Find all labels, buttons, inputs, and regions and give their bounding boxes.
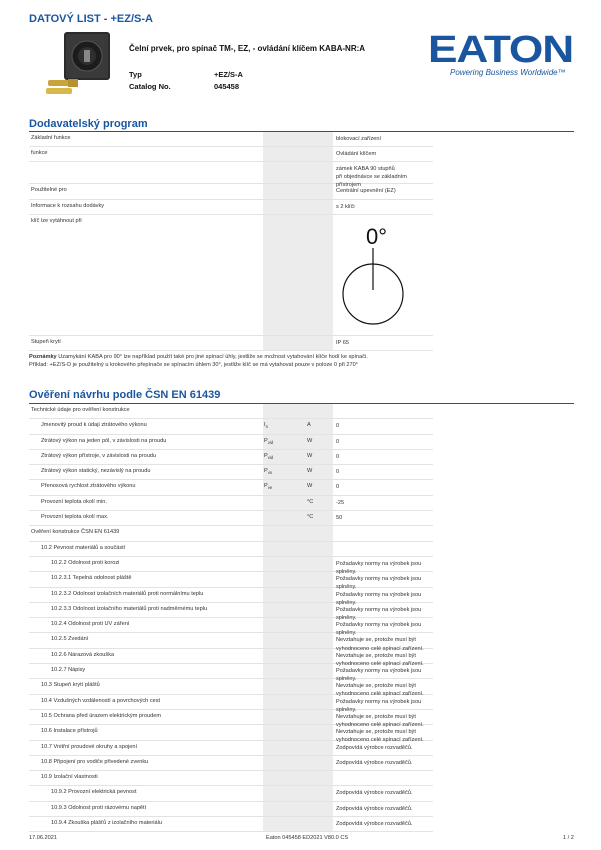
angle-label: 0° — [366, 224, 388, 249]
table-row — [29, 511, 433, 526]
table-row — [29, 802, 433, 817]
row-symbol: $I_n$ — [264, 422, 268, 430]
table-row — [29, 664, 433, 683]
row-unit: W — [307, 468, 313, 475]
row-value: Požadavky normy na výrobek jsou splněny. — [336, 560, 422, 576]
row-label: Ztrátový výkon na jeden pól, v závislosti na proudu — [41, 437, 167, 444]
verification-table — [29, 404, 433, 832]
row-label: 10.2.4 Odolnost proti UV záření — [51, 621, 130, 628]
row-value: Nevztahuje se, protože musí být vyhodnoceno celé spínací zařízení. — [336, 729, 424, 744]
row-value: Nevztahuje se, protože musí být vyhodnoceno celé spínací zařízení. — [336, 683, 424, 698]
verification-section-title: Ověření návrhu podle ČSN EN 61439 — [29, 389, 221, 401]
catalog-value: 045458 — [214, 82, 240, 91]
row-label: Jmenovitý proud k údaji ztrátového výkonu — [41, 422, 147, 429]
table-row — [29, 786, 433, 801]
row-label: 10.9.3 Odolnost proti rázovému napětí — [51, 804, 147, 811]
table-row — [29, 741, 433, 756]
row-label: Ověření konstrukce ČSN EN 61439 — [31, 529, 120, 536]
row-symbol: $P_{vs}$ — [264, 468, 272, 476]
footer-date: 17.06.2021 — [29, 835, 57, 841]
row-value: Požadavky normy na výrobek jsou splněny. — [336, 591, 422, 606]
row-value: Nevztahuje se, protože musí být vyhodnoceno celé spínací zařízení. — [336, 713, 424, 729]
supplier-section-title: Dodavatelský program — [29, 118, 148, 130]
row-value: 0 — [336, 484, 340, 491]
row-value: Nevztahuje se, protože musí být vyhodnoceno celé spínací zařízení. — [336, 652, 424, 667]
table-row — [29, 526, 433, 541]
footer-doc-id: Eaton 045458 ED2021 V80.0 CS — [266, 835, 349, 841]
table-row — [29, 435, 433, 450]
table-row — [29, 465, 433, 480]
note-text: Uzamykání KABA pro 90° lze například použít také pro jiné spínací úhly, jestliže se možnost vytahování klíče hodí ke spínači. — [56, 354, 368, 360]
row-value: 0 — [336, 423, 340, 430]
row-label: Technické údaje pro ověření konstrukce — [31, 407, 130, 413]
table-row — [29, 557, 433, 576]
note — [29, 353, 433, 370]
row-value: 0 — [336, 453, 340, 460]
table-row — [29, 695, 433, 713]
row-value: Požadavky normy na výrobek jsou splněny. — [336, 606, 422, 621]
row-value: Ovládání klíčem — [336, 151, 377, 157]
row-value: 0 — [336, 438, 340, 445]
row-value: Zodpovídá výrobce rozvaděčů. — [336, 790, 413, 797]
row-unit: °C — [307, 514, 314, 521]
row-label: Provozní teplota okolí min. — [41, 498, 107, 505]
table-row — [29, 588, 433, 606]
table-row — [29, 480, 433, 495]
note-example: Příklad: +EZ/S-D je použitelný u krokového přepínače se spínacím úhlem 30°, jestliže klíč se má vytahovat pouze v poloze 0 při 270° — [29, 362, 358, 369]
catalog-label: Catalog No. — [129, 82, 171, 91]
table-row — [29, 147, 433, 162]
row-label: Použitelné pro — [31, 187, 67, 193]
note-label: Poznámky — [29, 354, 57, 360]
table-row — [29, 450, 433, 465]
row-label: funkce — [31, 150, 48, 156]
row-label: Informace k rozsahu dodávky — [31, 203, 105, 209]
row-label: 10.2.7 Nápisy — [51, 667, 86, 674]
row-unit: A — [307, 422, 311, 429]
row-label: klíč lze vytáhnout při — [31, 218, 82, 224]
svg-text:EATON: EATON — [428, 32, 573, 66]
row-value: blokovací zařízení — [336, 136, 382, 142]
row-label: 10.7 Vnitřní proudové okruhy a spojení — [41, 743, 138, 750]
row-label: 10.3 Stupeň krytí pláštů — [41, 682, 100, 689]
row-symbol: $P_{vid}$ — [264, 437, 274, 445]
row-value: Zodpovídá výrobce rozvaděčů. — [336, 805, 413, 812]
row-symbol: $P_{ve}$ — [264, 483, 273, 491]
row-value: Požadavky normy na výrobek jsou splněny. — [336, 668, 422, 683]
row-label: 10.8 Připojení pro vodiče přivedené zvenku — [41, 758, 149, 765]
row-value: IP 65 — [336, 340, 349, 346]
row-label: 10.4 Vzdušných vzdáleností a povrchových cest — [41, 697, 161, 704]
row-label: 10.6 Instalace přístrojů — [41, 728, 98, 735]
row-label: 10.9.2 Provozní elektrická pevnost — [51, 789, 137, 796]
table-row — [29, 184, 433, 200]
table-row — [29, 200, 433, 215]
table-row — [29, 404, 433, 419]
row-value: Požadavky normy na výrobek jsou splněny. — [336, 698, 422, 713]
page-title: DATOVÝ LIST - +EZ/S-A — [29, 13, 153, 25]
row-label: 10.2.5 Zvedání — [51, 636, 89, 643]
product-image — [42, 30, 114, 102]
table-row — [29, 336, 433, 351]
row-label: 10.2.3.2 Odolnost izolačních materiálů proti normálnímu teplu — [51, 590, 204, 597]
row-label: 10.2 Pevnost materiálů a součástí — [41, 544, 126, 551]
table-row — [29, 496, 433, 511]
row-unit: W — [307, 452, 313, 459]
row-label: Základní funkce — [31, 135, 71, 141]
row-value: -25 — [336, 499, 345, 506]
row-label: 10.2.2 Odolnost proti korozi — [51, 559, 120, 566]
row-unit: W — [307, 483, 313, 490]
table-row — [29, 756, 433, 771]
row-value: Požadavky normy na výrobek jsou splněny. — [336, 622, 422, 637]
table-row — [29, 771, 433, 786]
key-position-drawing — [336, 218, 416, 335]
row-unit: W — [307, 437, 313, 444]
table-row — [29, 572, 433, 591]
table-row — [29, 649, 433, 667]
table-row — [29, 419, 433, 434]
table-row — [29, 162, 433, 189]
row-label: Ztrátový výkon přístroje, v závislosti na proudu — [41, 452, 157, 459]
tagline: Powering Business Worldwide™ — [450, 68, 566, 77]
row-value: Centrální upevnění (EZ) — [336, 188, 396, 194]
row-value: 50 — [336, 515, 343, 522]
table-row — [29, 725, 433, 744]
row-value: Nevztahuje se, protože musí být vyhodnoceno celé spínací zařízení. — [336, 637, 424, 652]
row-value: s 2 klíči — [336, 204, 355, 210]
type-value: +EZ/S-A — [214, 70, 243, 79]
table-row — [29, 603, 433, 621]
table-row — [29, 633, 433, 652]
table-row — [29, 679, 433, 698]
row-value: Zodpovídá výrobce rozvaděčů. — [336, 744, 413, 751]
row-label: Přenosová rychlost ztrátového výkonu — [41, 483, 136, 490]
row-value: 0 — [336, 469, 340, 476]
row-label: Stupeň krytí — [31, 339, 61, 345]
row-label: 10.5 Ochrana před úrazem elektrickým proudem — [41, 712, 162, 719]
row-label: 10.9 Izolační vlastnosti — [41, 774, 98, 781]
row-label: 10.2.3.1 Tepelná odolnost pláště — [51, 575, 132, 582]
type-row — [129, 70, 243, 79]
row-value: Požadavky normy na výrobek jsou splněny. — [336, 576, 422, 591]
row-label: Ztrátový výkon statický, nezávislý na proudu — [41, 468, 151, 475]
row-label: 10.2.3.3 Odolnost izolačního materiálů proti nadměrnému teplu — [51, 605, 208, 612]
row-label: 10.2.6 Nárazová zkouška — [51, 651, 115, 658]
row-value-line: při objednávce se základním přístrojem — [336, 174, 407, 189]
row-label: 10.9.4 Zkouška plášťů z izolačního materiálu — [51, 820, 162, 827]
catalog-row — [129, 82, 240, 91]
table-row — [29, 132, 433, 147]
table-row — [29, 710, 433, 729]
row-value: Zodpovídá výrobce rozvaděčů. — [336, 821, 413, 828]
table-row — [29, 817, 433, 832]
type-label: Typ — [129, 70, 142, 79]
row-value: Zodpovídá výrobce rozvaděčů. — [336, 759, 413, 766]
row-symbol: $P_{vid}$ — [264, 452, 274, 460]
footer-page: 1 / 2 — [563, 835, 574, 841]
row-value-line: zámek KABA 90 stupňů — [336, 166, 395, 172]
row-label: Provozní teplota okolí max. — [41, 514, 109, 521]
product-description: Čelní prvek, pro spínač TM-, EZ, - ovládání klíčem KABA-NR:A — [129, 44, 366, 53]
table-row — [29, 542, 433, 557]
table-row — [29, 618, 433, 637]
row-unit: °C — [307, 498, 314, 505]
eaton-logo — [428, 32, 573, 66]
